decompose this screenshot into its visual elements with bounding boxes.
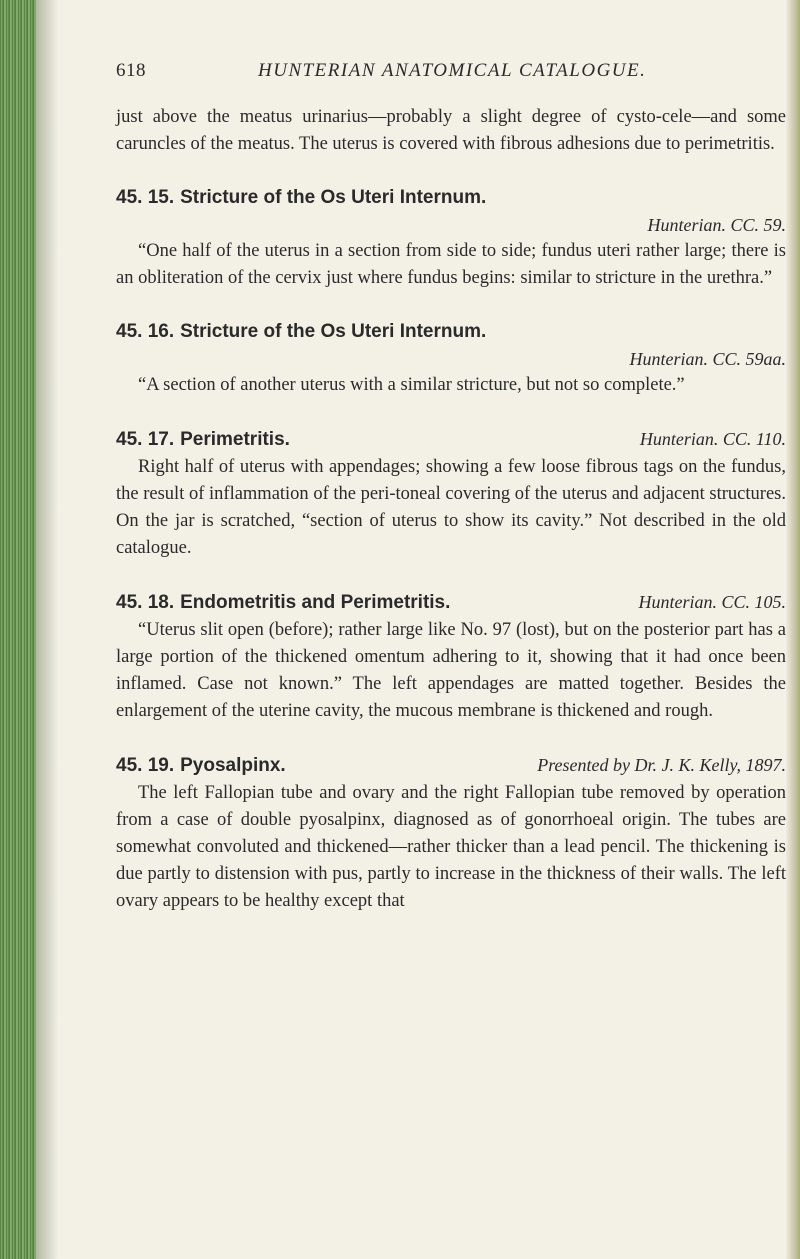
- entry-heading: [64, 184, 786, 212]
- entry-number: 45. 15.: [116, 187, 175, 208]
- catalogue-entry: [64, 751, 786, 915]
- entry-heading: [64, 425, 786, 454]
- entry-heading: [64, 751, 786, 780]
- catalogue-entry: [64, 318, 786, 399]
- entry-title: Perimetritis.: [180, 429, 290, 450]
- catalogue-entry: [64, 425, 786, 562]
- entry-source: Presented by Dr. J. K. Kelly, 1897.: [537, 755, 786, 775]
- entry-title: Stricture of the Os Uteri Internum.: [180, 321, 487, 342]
- entry-text: “One half of the uterus in a section from side to side; fundus uteri rather large; there is an obliteration of the cervix just where fundus begins: similar to stricture in the urethra.”: [116, 241, 786, 288]
- entry-number: 45. 18.: [116, 592, 175, 613]
- entry-heading: [64, 318, 786, 346]
- entry-text: The left Fallopian tube and ovary and the right Fallopian tube removed by operation from a case of double pyosalpinx, diagnosed as of gonorrhoeal origin. The tubes are somewhat convoluted and thickened—rather thicker than a lead pencil. The thickening is due partly to distension with pus, partly to increase in the thickness of their walls. The left ovary appears to be healthy except that: [116, 783, 786, 911]
- entry-source: Hunterian. CC. 105.: [638, 592, 786, 612]
- entry-number: 45. 19.: [116, 755, 175, 776]
- gutter-shadow: [36, 0, 58, 1259]
- entry-source: Hunterian. CC. 59.: [647, 215, 786, 235]
- entry-title: Endometritis and Perimetritis.: [180, 592, 451, 613]
- book-binding-edge: [0, 0, 36, 1259]
- entry-number: 45. 17.: [116, 429, 175, 450]
- running-title: HUNTERIAN ANATOMICAL CATALOGUE.: [258, 60, 647, 81]
- entry-source: Hunterian. CC. 110.: [639, 429, 786, 449]
- entry-source: Hunterian. CC. 59aa.: [629, 349, 786, 369]
- page-header: [64, 60, 786, 82]
- book-page: [64, 60, 786, 915]
- entry-text: Right half of uterus with appendages; showing a few loose fibrous tags on the fundus, the result of inflammation of the peri-toneal covering of the uterus and adjacent structures. On the jar is scratched, “section of uterus to show its cavity.” Not described in the old catalogue.: [116, 457, 786, 558]
- catalogue-entry: [64, 184, 786, 292]
- entry-text: “Uterus slit open (before); rather large like No. 97 (lost), but on the posterior part has a large portion of the thickened omentum adhering to it, showing that it had once been inflamed. Case not known.” The left appendages are matted together. Besides the enlargement of the uterine cavity, the mucous membrane is thickened and rough.: [116, 620, 786, 721]
- page-number: 618: [116, 60, 146, 81]
- entry-text: “A section of another uterus with a similar stricture, but not so complete.”: [138, 375, 685, 395]
- intro-paragraph: just above the meatus urinarius—probably a slight degree of cysto-cele—and some caruncles of the meatus. The uterus is covered with fibrous adhesions due to perimetritis.: [116, 107, 786, 154]
- entry-title: Pyosalpinx.: [180, 755, 286, 776]
- entry-title: Stricture of the Os Uteri Internum.: [180, 187, 487, 208]
- entry-number: 45. 16.: [116, 321, 175, 342]
- catalogue-entry: [64, 588, 786, 725]
- page-right-edge: [786, 0, 800, 1259]
- entry-heading: [64, 588, 786, 617]
